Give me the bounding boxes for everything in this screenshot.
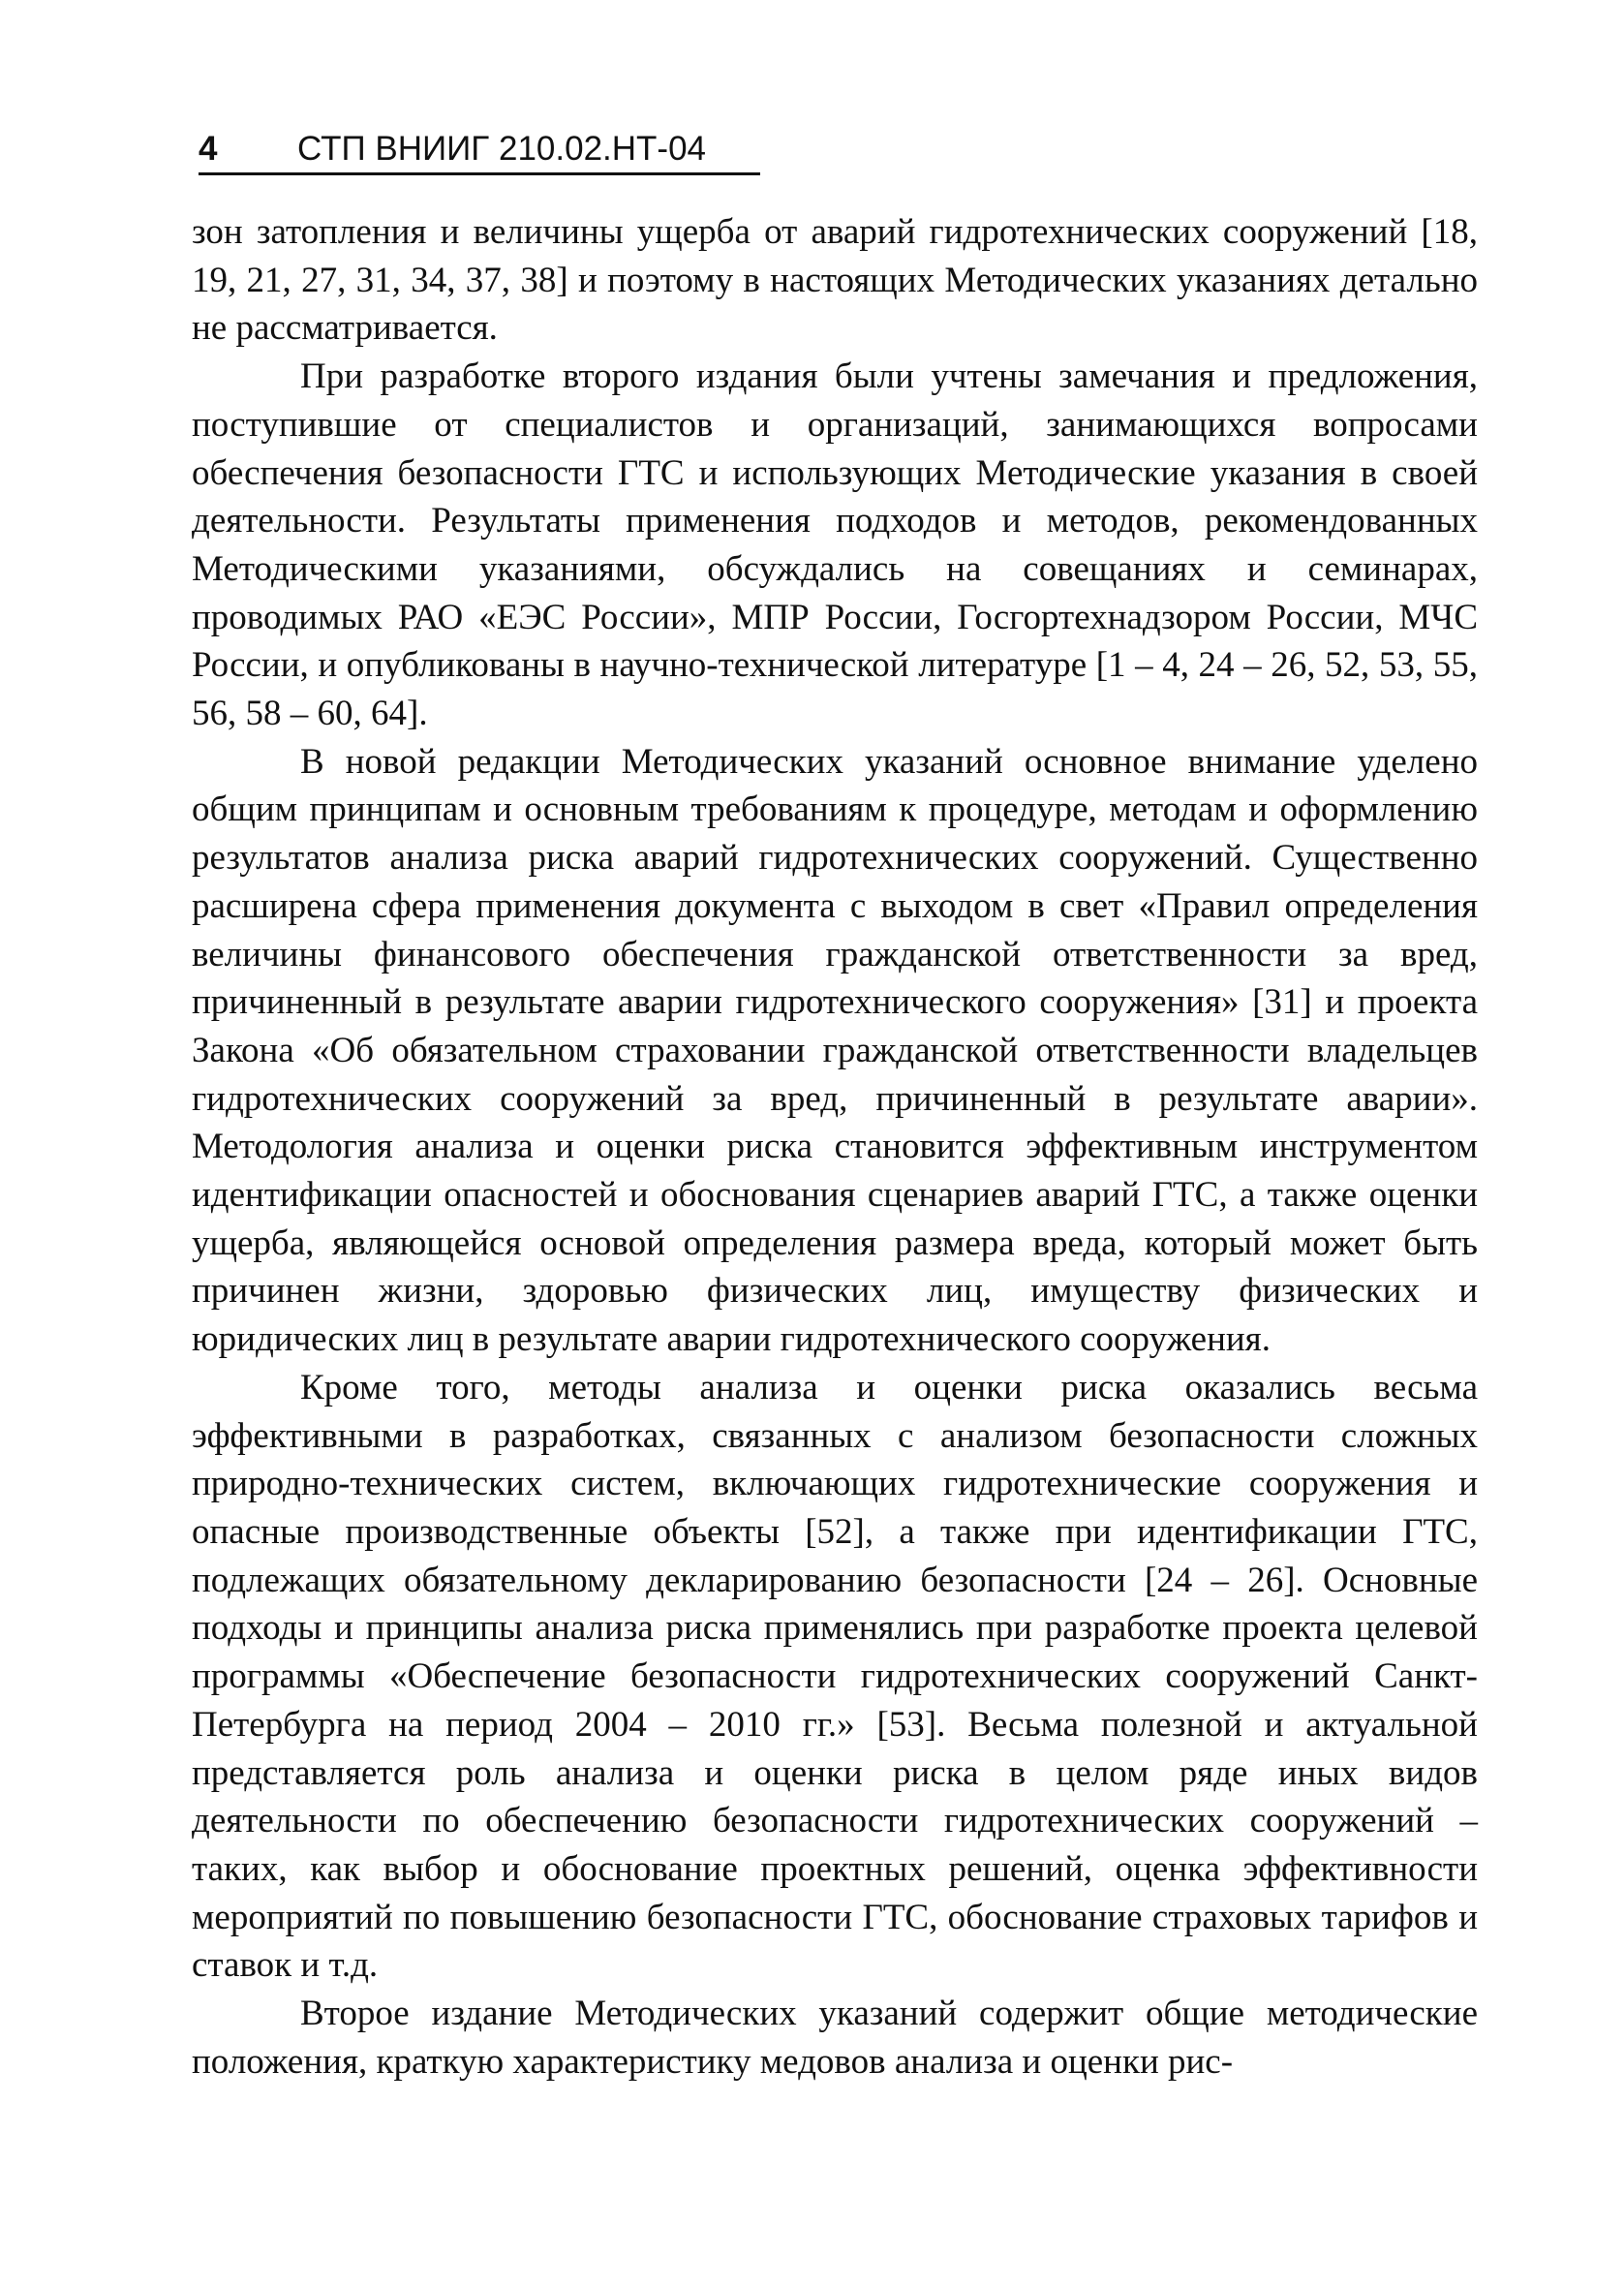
paragraph-risk-methods: Кроме того, методы анализа и оценки риска оказались весьма эффективными в разработках, связанных с анализом безопасности сложных природно-технических систем, включающих гидротехнические сооружения и опасные производственные объекты [52], а также при идентификации ГТС, подлежащих обязательному декларированию безопасности [24 – 26]. Основные подходы и принципы анализа риска применялись при разработке проекта целевой программы «Обеспечение безопасности гидротехнических сооружений Санкт-Петербурга на период 2004 – 2010 гг.» [53]. Весьма полезной и актуальной представляется роль анализа и оценки риска в целом ряде иных видов деятельности по обеспечению безопасности гидротехнических сооружений – таких, как выбор и обоснование проектных решений, оценка эффективности мероприятий по повышению безопасности ГТС, обоснование страховых тарифов и ставок и т.д.: [192, 1367, 1478, 1986]
paragraph-new-edition: В новой редакции Методических указаний основное внимание уделено общим принципам и основным требованиям к процедуре, методам и оформлению результатов анализа риска аварий гидротехнических сооружений. Существенно расширена сфера применения документа с выходом в свет «Правил определения величины финансового обеспечения гражданской ответственности за вред, причиненный в результате аварии гидротехнического сооружения» [31] и проекта Закона «Об обязательном страховании гражданской ответственности владельцев гидротехнических сооружений за вред, причиненный в результате аварии». Методология анализа и оценки риска становится эффективным инструментом идентификации опасностей и обоснования сценариев аварий ГТС, а также оценки ущерба, являющейся основой определения размера вреда, который может быть причинен жизни, здоровью физических лиц, имуществу физических и юридических лиц в результате аварии гидротехнического сооружения.: [192, 741, 1478, 1360]
document-code: СТП ВНИИГ 210.02.НТ-04: [297, 130, 706, 168]
page-number: 4: [199, 130, 218, 168]
paragraph-continuation: зон затопления и величины ущерба от аварий гидротехнических сооружений [18, 19, 21, 27, 31, 34, 37, 38] и поэтому в настоящих Методических указаниях детально не рассматривается.: [192, 212, 1478, 349]
paragraph-second-edition: При разработке второго издания были учтены замечания и предложения, поступившие от специалистов и организаций, занимающихся вопросами обеспечения безопасности ГТС и использующих Методические указания в своей деятельности. Результаты применения подходов и методов, рекомендованных Методическими указаниями, обсуждались на совещаниях и семинарах, проводимых РАО «ЕЭС России», МПР России, Госгортехнадзором России, МЧС России, и опубликованы в научно-технической литературе [1 – 4, 24 – 26, 52, 53, 55, 56, 58 – 60, 64].: [192, 356, 1478, 734]
page-header: [199, 128, 760, 175]
document-body: [192, 208, 1478, 2086]
paragraph-contents: Второе издание Методических указаний содержит общие методические положения, краткую характеристику медовов анализа и оценки рис-: [192, 1994, 1478, 2082]
